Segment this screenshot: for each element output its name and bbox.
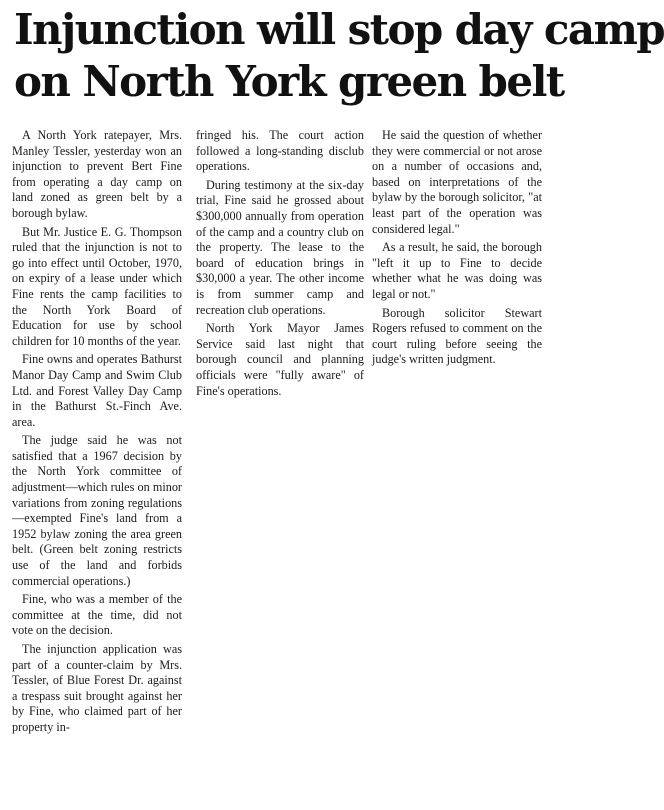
paragraph: He said the question of whether they were commercial or not arose on a number of occasions and, based on interpretations of the bylaw by the borough solicitor, "at least part of the operation was considered legal." [372,128,542,236]
paragraph: But Mr. Justice E. G. Thompson ruled that the injunction is not to go into effect until October, 1970, on expiry of a lease under which Fine rents the camp facilities to the North York Board of Education for use by school children for 10 months of the year. [12,224,182,348]
article-column-1 [12,128,182,739]
paragraph: Fine, who was a member of the committee at the time, did not vote on the decision. [12,592,182,638]
paragraph: fringed his. The court action followed a long-standing disclub operations. [196,128,364,174]
article-column-2 [196,128,364,402]
paragraph: Fine owns and operates Bathurst Manor Day Camp and Swim Club Ltd. and Forest Valley Day Camp in the Bathurst St.-Finch Ave. area. [12,352,182,429]
paragraph: The injunction application was part of a counter-claim by Mrs. Tessler, of Blue Forest Dr. against a trespass suit brought against her by Fine, who claimed part of her property in- [12,642,182,734]
paragraph: As a result, he said, the borough "left it up to Fine to decide whether what he was doing was legal or not." [372,240,542,301]
article-column-3 [372,128,542,371]
paragraph: Borough solicitor Stewart Rogers refused to comment on the court ruling before seeing the judge's written judgment. [372,305,542,367]
headline-line-1: Injunction will stop day camp [14,5,664,54]
headline [14,4,664,108]
paragraph: During testimony at the six-day trial, Fine said he grossed about $300,000 annually from operation of the camp and a country club on the property. The lease to the board of education brings in $30,000 a year. The other income is from summer camp and recreation club operations. [196,177,364,317]
headline-line-2: on North York green belt [14,57,564,106]
paragraph: The judge said he was not satisfied that a 1967 decision by the North York committee of adjustment—which rules on minor variations from zoning regulations—exempted Fine's land from a 1952 bylaw zoning the area green belt. (Green belt zoning restricts use of the land and forbids commercial operations.) [12,433,182,588]
paragraph: A North York ratepayer, Mrs. Manley Tessler, yesterday won an injunction to prevent Bert Fine from operating a day camp on land zoned as green belt by a borough bylaw. [12,128,182,220]
paragraph: North York Mayor James Service said last night that borough council and planning officials were "fully aware" of Fine's operations. [196,321,364,398]
